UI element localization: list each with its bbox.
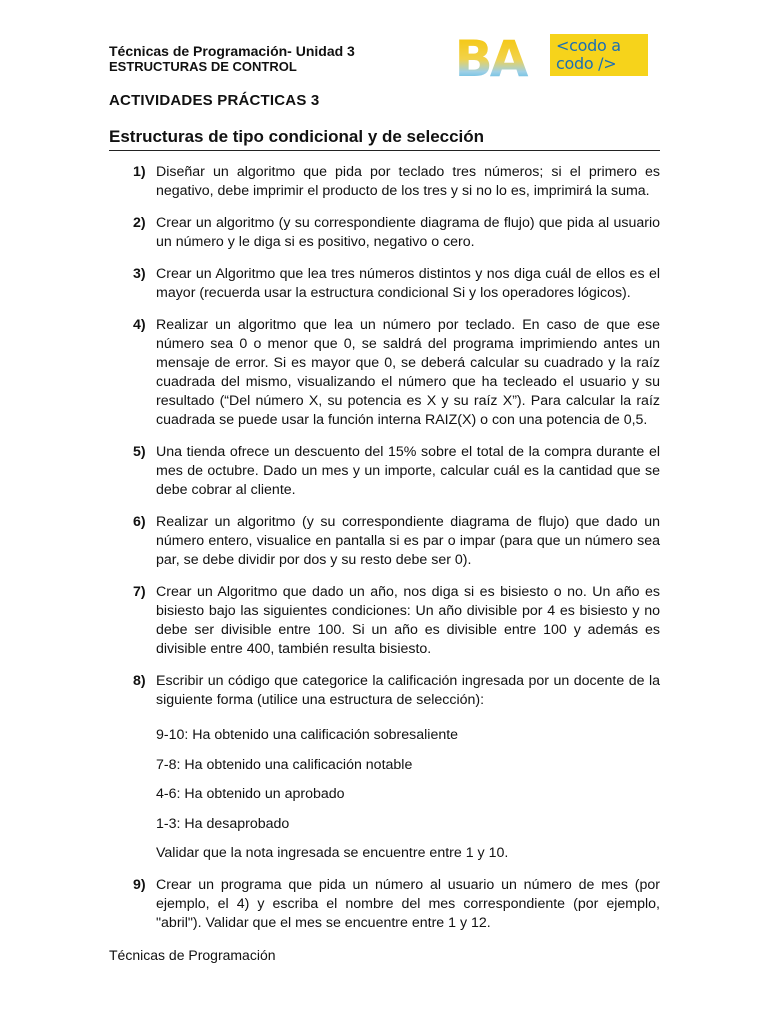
- exercise-number: 8): [133, 673, 146, 689]
- exercise-item: [109, 443, 660, 500]
- codo-logo-line1: <codo a: [556, 36, 621, 55]
- exercise-item: [109, 583, 660, 659]
- section-title: Estructuras de tipo condicional y de selección: [109, 127, 485, 146]
- exercise-text: Crear un programa que pida un número al usuario un número de mes (por ejemplo, el 4) y escriba el nombre del mes correspondiente (por ejemplo, "abril"). Validar que el mes se encuentre entre 1 y 12.: [156, 877, 660, 931]
- exercise-number: 6): [133, 514, 146, 530]
- header-title: Técnicas de Programación- Unidad 3: [109, 43, 355, 59]
- exercise-number: 7): [133, 584, 146, 600]
- exercise-item: [109, 316, 660, 430]
- page-footer: Técnicas de Programación: [109, 947, 276, 963]
- exercise-text: Diseñar un algoritmo que pida por teclado tres números; si el primero es negativo, debe imprimir el producto de los tres y si no lo es, imprimirá la suma.: [156, 164, 660, 199]
- grade-range-line: 9-10: Ha obtenido una calificación sobresaliente: [156, 727, 459, 743]
- exercise-number: 9): [133, 877, 146, 893]
- exercise-text: Crear un Algoritmo que dado un año, nos diga si es bisiesto o no. Un año es bisiesto bajo las siguientes condiciones: Un año divisible por 4 es bisiesto y no debe ser divisible entre 100. Si un año es divisible entre 100 y además es divisible entre 400, también resulta bisiesto.: [156, 584, 660, 657]
- header-subtitle: ESTRUCTURAS DE CONTROL: [109, 59, 297, 74]
- exercise-item: [109, 513, 660, 570]
- grade-range-line: 1-3: Ha desaprobado: [156, 815, 290, 832]
- ba-logo: [444, 32, 536, 80]
- exercise-text: Una tienda ofrece un descuento del 15% sobre el total de la compra durante el mes de octubre. Dado un mes y un importe, calcular cuál es la cantidad que se debe cobrar al cliente.: [156, 444, 660, 498]
- grade-range-line: 4-6: Ha obtenido un aprobado: [156, 786, 345, 802]
- codo-a-codo-logo: [550, 34, 648, 76]
- exercise-number: 1): [133, 164, 146, 180]
- section-divider: [109, 150, 660, 151]
- ba-logo-text: BA: [454, 32, 526, 80]
- activity-title: ACTIVIDADES PRÁCTICAS 3: [109, 92, 320, 109]
- exercise-text: Crear un algoritmo (y su correspondiente diagrama de flujo) que pida al usuario un número y le diga si es positivo, negativo o cero.: [156, 215, 660, 250]
- exercise-item: [109, 672, 660, 710]
- exercise-number: 3): [133, 266, 146, 282]
- exercise-text: Crear un Algoritmo que lea tres números distintos y nos diga cuál de ellos es el mayor (recuerda usar la estructura condicional Si y los operadores lógicos).: [156, 266, 660, 301]
- codo-logo-line2: codo />: [556, 54, 617, 73]
- exercise-text: Realizar un algoritmo que lea un número por teclado. En caso de que ese número sea 0 o menor que 0, se saldrá del programa imprimiendo antes un mensaje de error. Si es mayor que 0, se deberá calcular su cuadrado y la raíz cuadrada del mismo, visualizando el número que ha tecleado el usuario y su resultado (“Del número X, su potencia es X y su raíz X”). Para calcular la raíz cuadrada se puede usar la función interna RAIZ(X) o con una potencia de 0,5.: [156, 317, 660, 428]
- exercise-item: [109, 163, 660, 201]
- grade-validation-line: Validar que la nota ingresada se encuentre entre 1 y 10.: [156, 845, 509, 861]
- exercise-item: [109, 265, 660, 303]
- exercise-list: [109, 163, 660, 946]
- exercise-number: 5): [133, 444, 146, 460]
- exercise-text: Escribir un código que categorice la calificación ingresada por un docente de la siguiente forma (utilice una estructura de selección):: [156, 673, 660, 708]
- exercise-item: [109, 876, 660, 933]
- exercise-text: Realizar un algoritmo (y su correspondiente diagrama de flujo) que dado un número entero, visualice en pantalla si es par o impar (para que un número sea par, se debe dividir por dos y su resto debe ser 0).: [156, 514, 660, 568]
- grade-range-line: 7-8: Ha obtenido una calificación notable: [156, 756, 413, 773]
- exercise-number: 2): [133, 215, 146, 231]
- exercise-number: 4): [133, 317, 146, 333]
- exercise-item: [109, 214, 660, 252]
